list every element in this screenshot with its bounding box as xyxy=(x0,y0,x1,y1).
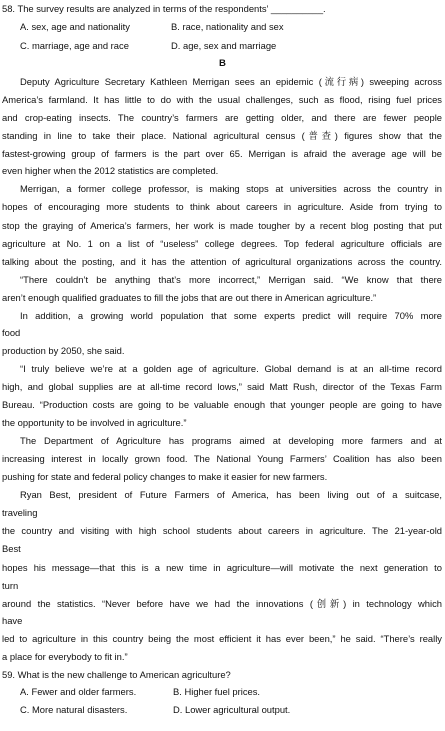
passage-line: the opportunity to be involved in agriculture.” xyxy=(2,417,187,429)
passage-line: stop the graying of America’s farmers, her work is made tougher by a recent blog posting that put xyxy=(2,219,442,231)
passage-line: high, and global supplies are at all-time record lows,” said Matt Rush, director of the Texas Farm xyxy=(2,381,442,392)
passage-line: pushing for state and federal policy changes to make it easier for new farmers. xyxy=(2,471,328,483)
question-58-option-a: A. sex, age and nationality xyxy=(20,20,130,32)
passage-line: talking about the posting, and it has the attention of agricultural organizations across the country. xyxy=(2,255,442,267)
passage-line: traveling xyxy=(2,507,38,519)
passage-line: Ryan Best, president of Future Farmers of America, has been living out of a suitcase, xyxy=(20,489,442,501)
passage-line: Bureau. “Production costs are going to be valuable enough that younger people are going to have xyxy=(2,399,442,410)
passage-line: The Department of Agriculture has programs aimed at developing more farmers and at xyxy=(20,435,442,447)
passage-line: Best xyxy=(2,543,21,555)
passage-line: hopes his message—that this is a new time in agriculture—will motivate the next generation to xyxy=(2,561,442,573)
question-58-option-b: B. race, nationality and sex xyxy=(171,20,284,32)
passage-line: led to agriculture in this country being the most efficient it has ever been,” he said. “There’s really xyxy=(2,632,442,644)
passage-line: hopes of encouraging more students to think about careers in agriculture. Aside from trying to xyxy=(2,201,442,213)
passage-line: agriculture at No. 1 on a list of “useless” college degrees. Top federal agriculture officials are xyxy=(2,237,442,249)
passage-line: fastest-growing group of farmers is the part over 65. Merrigan is afraid the average age will be xyxy=(2,148,442,160)
section-label: B xyxy=(219,58,226,69)
passage-line: “There couldn’t be anything that’s more incorrect,” Merrigan said. “We know that there xyxy=(20,273,442,285)
question-59-option-c: C. More natural disasters. xyxy=(20,704,128,715)
passage-line: around the statistics. “Never before have we had the innovations (创新) in technology which xyxy=(2,597,442,609)
passage-line: have xyxy=(2,614,23,626)
passage-line: In addition, a growing world population that some experts predict will require 70% more xyxy=(20,309,442,321)
passage-line: “I truly believe we’re at a golden age of agriculture. Global demand is at an all-time record xyxy=(20,362,442,374)
passage-line: production by 2050, she said. xyxy=(2,344,125,356)
passage-line: standing in line to take their place. National agricultural census (普查) figures show that the xyxy=(2,130,442,142)
passage-line: a place for everybody to fit in.” xyxy=(2,650,128,662)
question-59-option-d: D. Lower agricultural output. xyxy=(173,704,291,715)
question-58-option-c: C. marriage, age and race xyxy=(20,39,129,51)
question-58-option-d: D. age, sex and marriage xyxy=(171,39,277,51)
question-58-stem: 58. The survey results are analyzed in terms of the respondents’ __________. xyxy=(2,2,326,14)
passage-line: aren’t enough qualified graduates to fill the jobs that are out there in American agriculture.” xyxy=(2,291,377,303)
passage-line: food xyxy=(2,326,21,338)
passage-line: the country and visiting with high school students about careers in agriculture. The 21-year-old xyxy=(2,525,442,537)
question-59-option-a: A. Fewer and older farmers. xyxy=(20,685,137,697)
question-59-stem: 59. What is the new challenge to American agriculture? xyxy=(2,668,231,680)
passage-line: turn xyxy=(2,579,19,591)
question-59-option-b: B. Higher fuel prices. xyxy=(173,685,261,697)
passage-line: Deputy Agriculture Secretary Kathleen Merrigan sees an epidemic (流行病) sweeping across xyxy=(20,76,442,87)
passage-line: even higher when the 2012 statistics are completed. xyxy=(2,165,219,177)
passage-line: increasing interest in locally grown food. The National Young Farmers’ Coalition has also been xyxy=(2,453,442,465)
passage-line: and crop-eating insects. The country’s farmers are getting older, and there are fewer people xyxy=(2,112,442,124)
passage-line: Merrigan, a former college professor, is making stops at universities across the country in xyxy=(20,183,442,195)
passage-line: America’s farmland. It has little to do with the usual challenges, such as flood, rising fuel prices xyxy=(2,94,442,106)
